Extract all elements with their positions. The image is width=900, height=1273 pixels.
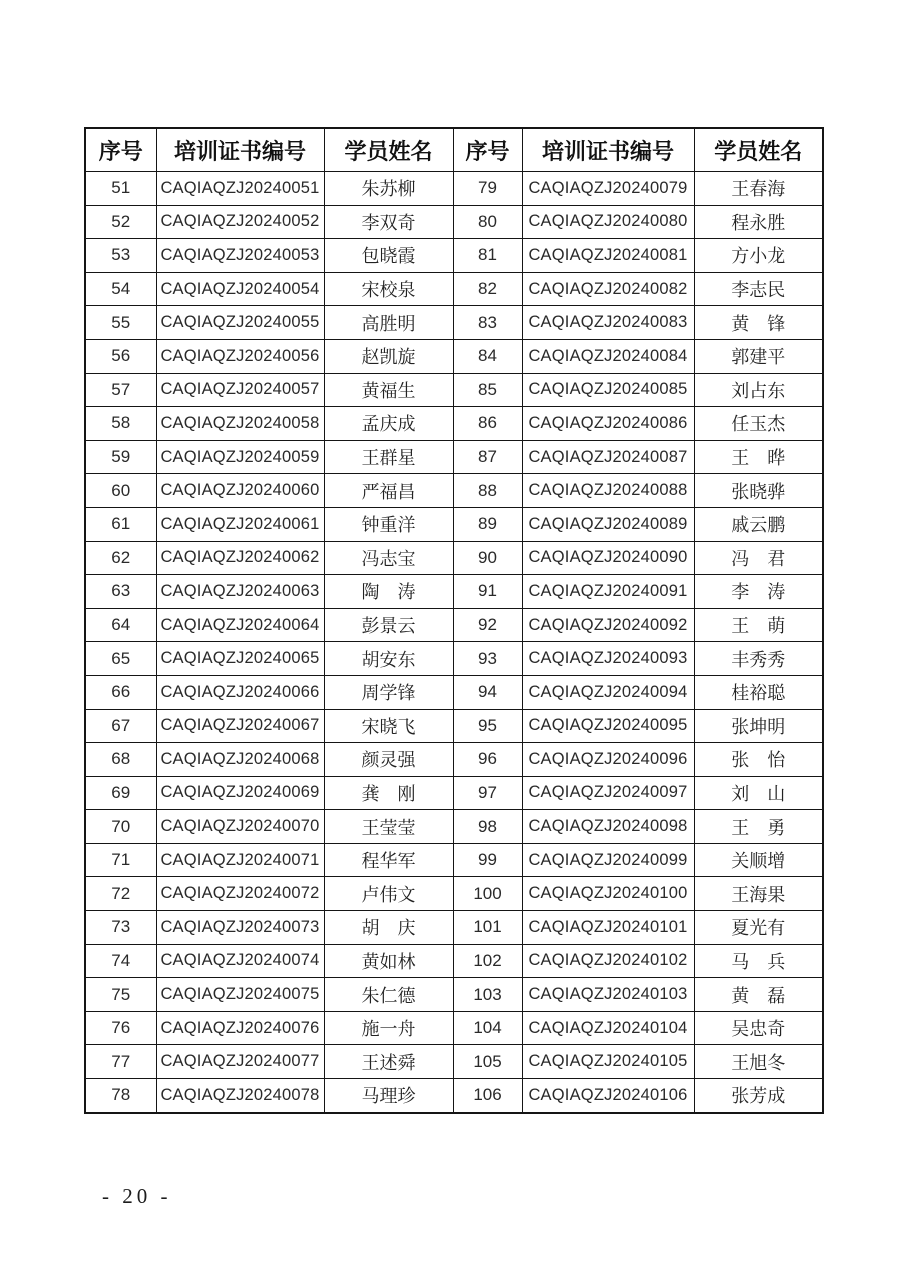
serial-number-cell: 51 bbox=[85, 172, 156, 206]
certificate-number-cell: CAQIAQZJ20240063 bbox=[156, 575, 324, 609]
page-number: - 20 - bbox=[102, 1184, 172, 1208]
serial-number-cell: 96 bbox=[453, 743, 522, 777]
serial-number-cell: 106 bbox=[453, 1079, 522, 1113]
table-row bbox=[85, 810, 823, 844]
table-row bbox=[85, 541, 823, 575]
certificate-number-cell: CAQIAQZJ20240096 bbox=[522, 743, 694, 777]
trainee-name-cell: 王群星 bbox=[324, 440, 453, 474]
table-row bbox=[85, 911, 823, 945]
serial-number-cell: 86 bbox=[453, 407, 522, 441]
trainee-name-cell: 李双奇 bbox=[324, 205, 453, 239]
trainee-name-cell: 龚 刚 bbox=[324, 776, 453, 810]
serial-number-cell: 81 bbox=[453, 239, 522, 273]
serial-number-cell: 52 bbox=[85, 205, 156, 239]
table-row bbox=[85, 1079, 823, 1113]
certificate-number-cell: CAQIAQZJ20240089 bbox=[522, 507, 694, 541]
serial-number-cell: 83 bbox=[453, 306, 522, 340]
trainee-name-cell: 孟庆成 bbox=[324, 407, 453, 441]
serial-number-cell: 78 bbox=[85, 1079, 156, 1113]
trainee-name-cell: 颜灵强 bbox=[324, 743, 453, 777]
table-row bbox=[85, 1011, 823, 1045]
certificate-number-cell: CAQIAQZJ20240071 bbox=[156, 843, 324, 877]
serial-number-cell: 61 bbox=[85, 507, 156, 541]
table-row bbox=[85, 743, 823, 777]
certificate-number-cell: CAQIAQZJ20240095 bbox=[522, 709, 694, 743]
certificate-number-cell: CAQIAQZJ20240065 bbox=[156, 642, 324, 676]
trainee-name-cell: 胡 庆 bbox=[324, 911, 453, 945]
header-cert-right: 培训证书编号 bbox=[522, 128, 694, 172]
serial-number-cell: 55 bbox=[85, 306, 156, 340]
serial-number-cell: 104 bbox=[453, 1011, 522, 1045]
trainee-name-cell: 冯志宝 bbox=[324, 541, 453, 575]
table-header-row bbox=[85, 128, 823, 172]
trainee-roster-table-wrap bbox=[84, 127, 824, 1114]
serial-number-cell: 94 bbox=[453, 675, 522, 709]
certificate-number-cell: CAQIAQZJ20240087 bbox=[522, 440, 694, 474]
certificate-number-cell: CAQIAQZJ20240091 bbox=[522, 575, 694, 609]
certificate-number-cell: CAQIAQZJ20240066 bbox=[156, 675, 324, 709]
trainee-name-cell: 王 晔 bbox=[694, 440, 823, 474]
trainee-name-cell: 王莹莹 bbox=[324, 810, 453, 844]
certificate-number-cell: CAQIAQZJ20240098 bbox=[522, 810, 694, 844]
trainee-name-cell: 黄 锋 bbox=[694, 306, 823, 340]
serial-number-cell: 95 bbox=[453, 709, 522, 743]
trainee-name-cell: 夏光有 bbox=[694, 911, 823, 945]
serial-number-cell: 101 bbox=[453, 911, 522, 945]
trainee-name-cell: 刘 山 bbox=[694, 776, 823, 810]
trainee-name-cell: 桂裕聪 bbox=[694, 675, 823, 709]
certificate-number-cell: CAQIAQZJ20240064 bbox=[156, 608, 324, 642]
trainee-name-cell: 程永胜 bbox=[694, 205, 823, 239]
serial-number-cell: 53 bbox=[85, 239, 156, 273]
trainee-name-cell: 王旭冬 bbox=[694, 1045, 823, 1079]
certificate-number-cell: CAQIAQZJ20240085 bbox=[522, 373, 694, 407]
certificate-number-cell: CAQIAQZJ20240059 bbox=[156, 440, 324, 474]
table-row bbox=[85, 978, 823, 1012]
serial-number-cell: 102 bbox=[453, 944, 522, 978]
certificate-number-cell: CAQIAQZJ20240051 bbox=[156, 172, 324, 206]
trainee-name-cell: 严福昌 bbox=[324, 474, 453, 508]
table-row bbox=[85, 877, 823, 911]
trainee-name-cell: 马理珍 bbox=[324, 1079, 453, 1113]
serial-number-cell: 89 bbox=[453, 507, 522, 541]
table-row bbox=[85, 675, 823, 709]
serial-number-cell: 66 bbox=[85, 675, 156, 709]
trainee-name-cell: 施一舟 bbox=[324, 1011, 453, 1045]
header-serial-right: 序号 bbox=[453, 128, 522, 172]
serial-number-cell: 97 bbox=[453, 776, 522, 810]
certificate-number-cell: CAQIAQZJ20240060 bbox=[156, 474, 324, 508]
certificate-number-cell: CAQIAQZJ20240056 bbox=[156, 339, 324, 373]
serial-number-cell: 80 bbox=[453, 205, 522, 239]
serial-number-cell: 73 bbox=[85, 911, 156, 945]
certificate-number-cell: CAQIAQZJ20240067 bbox=[156, 709, 324, 743]
serial-number-cell: 60 bbox=[85, 474, 156, 508]
serial-number-cell: 77 bbox=[85, 1045, 156, 1079]
table-row bbox=[85, 205, 823, 239]
trainee-name-cell: 戚云鹏 bbox=[694, 507, 823, 541]
certificate-number-cell: CAQIAQZJ20240090 bbox=[522, 541, 694, 575]
serial-number-cell: 70 bbox=[85, 810, 156, 844]
certificate-number-cell: CAQIAQZJ20240082 bbox=[522, 272, 694, 306]
serial-number-cell: 85 bbox=[453, 373, 522, 407]
trainee-name-cell: 高胜明 bbox=[324, 306, 453, 340]
certificate-number-cell: CAQIAQZJ20240083 bbox=[522, 306, 694, 340]
trainee-name-cell: 王述舜 bbox=[324, 1045, 453, 1079]
certificate-number-cell: CAQIAQZJ20240052 bbox=[156, 205, 324, 239]
trainee-name-cell: 张坤明 bbox=[694, 709, 823, 743]
certificate-number-cell: CAQIAQZJ20240053 bbox=[156, 239, 324, 273]
serial-number-cell: 103 bbox=[453, 978, 522, 1012]
trainee-name-cell: 宋晓飞 bbox=[324, 709, 453, 743]
trainee-name-cell: 朱仁德 bbox=[324, 978, 453, 1012]
serial-number-cell: 76 bbox=[85, 1011, 156, 1045]
certificate-number-cell: CAQIAQZJ20240103 bbox=[522, 978, 694, 1012]
table-row bbox=[85, 373, 823, 407]
certificate-number-cell: CAQIAQZJ20240105 bbox=[522, 1045, 694, 1079]
table-row bbox=[85, 575, 823, 609]
serial-number-cell: 56 bbox=[85, 339, 156, 373]
certificate-number-cell: CAQIAQZJ20240062 bbox=[156, 541, 324, 575]
serial-number-cell: 69 bbox=[85, 776, 156, 810]
table-row bbox=[85, 843, 823, 877]
header-name-left: 学员姓名 bbox=[324, 128, 453, 172]
serial-number-cell: 65 bbox=[85, 642, 156, 676]
trainee-name-cell: 赵凯旋 bbox=[324, 339, 453, 373]
certificate-number-cell: CAQIAQZJ20240078 bbox=[156, 1079, 324, 1113]
certificate-number-cell: CAQIAQZJ20240094 bbox=[522, 675, 694, 709]
serial-number-cell: 74 bbox=[85, 944, 156, 978]
trainee-name-cell: 吴忠奇 bbox=[694, 1011, 823, 1045]
header-serial-left: 序号 bbox=[85, 128, 156, 172]
serial-number-cell: 98 bbox=[453, 810, 522, 844]
table-row bbox=[85, 709, 823, 743]
serial-number-cell: 100 bbox=[453, 877, 522, 911]
certificate-number-cell: CAQIAQZJ20240075 bbox=[156, 978, 324, 1012]
trainee-name-cell: 黄如林 bbox=[324, 944, 453, 978]
table-row bbox=[85, 507, 823, 541]
table-body bbox=[85, 172, 823, 1113]
certificate-number-cell: CAQIAQZJ20240092 bbox=[522, 608, 694, 642]
trainee-name-cell: 宋校泉 bbox=[324, 272, 453, 306]
trainee-name-cell: 李志民 bbox=[694, 272, 823, 306]
table-row bbox=[85, 642, 823, 676]
trainee-name-cell: 方小龙 bbox=[694, 239, 823, 273]
trainee-name-cell: 任玉杰 bbox=[694, 407, 823, 441]
serial-number-cell: 54 bbox=[85, 272, 156, 306]
serial-number-cell: 75 bbox=[85, 978, 156, 1012]
serial-number-cell: 93 bbox=[453, 642, 522, 676]
table-row bbox=[85, 474, 823, 508]
trainee-name-cell: 周学锋 bbox=[324, 675, 453, 709]
certificate-number-cell: CAQIAQZJ20240101 bbox=[522, 911, 694, 945]
serial-number-cell: 62 bbox=[85, 541, 156, 575]
certificate-number-cell: CAQIAQZJ20240102 bbox=[522, 944, 694, 978]
trainee-roster-table bbox=[84, 127, 824, 1114]
trainee-name-cell: 张晓骅 bbox=[694, 474, 823, 508]
certificate-number-cell: CAQIAQZJ20240088 bbox=[522, 474, 694, 508]
trainee-name-cell: 王春海 bbox=[694, 172, 823, 206]
certificate-number-cell: CAQIAQZJ20240072 bbox=[156, 877, 324, 911]
serial-number-cell: 105 bbox=[453, 1045, 522, 1079]
serial-number-cell: 64 bbox=[85, 608, 156, 642]
serial-number-cell: 63 bbox=[85, 575, 156, 609]
serial-number-cell: 99 bbox=[453, 843, 522, 877]
trainee-name-cell: 陶 涛 bbox=[324, 575, 453, 609]
table-row bbox=[85, 306, 823, 340]
certificate-number-cell: CAQIAQZJ20240070 bbox=[156, 810, 324, 844]
trainee-name-cell: 黄 磊 bbox=[694, 978, 823, 1012]
trainee-name-cell: 刘占东 bbox=[694, 373, 823, 407]
certificate-number-cell: CAQIAQZJ20240074 bbox=[156, 944, 324, 978]
certificate-number-cell: CAQIAQZJ20240057 bbox=[156, 373, 324, 407]
trainee-name-cell: 冯 君 bbox=[694, 541, 823, 575]
table-row bbox=[85, 339, 823, 373]
serial-number-cell: 90 bbox=[453, 541, 522, 575]
trainee-name-cell: 王 勇 bbox=[694, 810, 823, 844]
certificate-number-cell: CAQIAQZJ20240099 bbox=[522, 843, 694, 877]
trainee-name-cell: 包晓霞 bbox=[324, 239, 453, 273]
certificate-number-cell: CAQIAQZJ20240081 bbox=[522, 239, 694, 273]
trainee-name-cell: 关顺增 bbox=[694, 843, 823, 877]
table-row bbox=[85, 239, 823, 273]
certificate-number-cell: CAQIAQZJ20240061 bbox=[156, 507, 324, 541]
serial-number-cell: 82 bbox=[453, 272, 522, 306]
certificate-number-cell: CAQIAQZJ20240076 bbox=[156, 1011, 324, 1045]
serial-number-cell: 67 bbox=[85, 709, 156, 743]
trainee-name-cell: 张 怡 bbox=[694, 743, 823, 777]
trainee-name-cell: 程华军 bbox=[324, 843, 453, 877]
certificate-number-cell: CAQIAQZJ20240068 bbox=[156, 743, 324, 777]
certificate-number-cell: CAQIAQZJ20240077 bbox=[156, 1045, 324, 1079]
serial-number-cell: 79 bbox=[453, 172, 522, 206]
serial-number-cell: 87 bbox=[453, 440, 522, 474]
serial-number-cell: 71 bbox=[85, 843, 156, 877]
certificate-number-cell: CAQIAQZJ20240080 bbox=[522, 205, 694, 239]
certificate-number-cell: CAQIAQZJ20240073 bbox=[156, 911, 324, 945]
trainee-name-cell: 李 涛 bbox=[694, 575, 823, 609]
header-name-right: 学员姓名 bbox=[694, 128, 823, 172]
trainee-name-cell: 钟重洋 bbox=[324, 507, 453, 541]
table-row bbox=[85, 172, 823, 206]
certificate-number-cell: CAQIAQZJ20240069 bbox=[156, 776, 324, 810]
trainee-name-cell: 张芳成 bbox=[694, 1079, 823, 1113]
certificate-number-cell: CAQIAQZJ20240058 bbox=[156, 407, 324, 441]
certificate-number-cell: CAQIAQZJ20240079 bbox=[522, 172, 694, 206]
table-row bbox=[85, 1045, 823, 1079]
table-row bbox=[85, 407, 823, 441]
trainee-name-cell: 王海果 bbox=[694, 877, 823, 911]
trainee-name-cell: 丰秀秀 bbox=[694, 642, 823, 676]
table-row bbox=[85, 944, 823, 978]
table-row bbox=[85, 776, 823, 810]
trainee-name-cell: 郭建平 bbox=[694, 339, 823, 373]
certificate-number-cell: CAQIAQZJ20240086 bbox=[522, 407, 694, 441]
header-cert-left: 培训证书编号 bbox=[156, 128, 324, 172]
certificate-number-cell: CAQIAQZJ20240084 bbox=[522, 339, 694, 373]
serial-number-cell: 92 bbox=[453, 608, 522, 642]
table-row bbox=[85, 272, 823, 306]
serial-number-cell: 58 bbox=[85, 407, 156, 441]
certificate-number-cell: CAQIAQZJ20240055 bbox=[156, 306, 324, 340]
serial-number-cell: 88 bbox=[453, 474, 522, 508]
serial-number-cell: 57 bbox=[85, 373, 156, 407]
serial-number-cell: 59 bbox=[85, 440, 156, 474]
serial-number-cell: 84 bbox=[453, 339, 522, 373]
trainee-name-cell: 卢伟文 bbox=[324, 877, 453, 911]
trainee-name-cell: 王 萌 bbox=[694, 608, 823, 642]
trainee-name-cell: 彭景云 bbox=[324, 608, 453, 642]
certificate-number-cell: CAQIAQZJ20240100 bbox=[522, 877, 694, 911]
certificate-number-cell: CAQIAQZJ20240054 bbox=[156, 272, 324, 306]
trainee-name-cell: 黄福生 bbox=[324, 373, 453, 407]
trainee-name-cell: 胡安东 bbox=[324, 642, 453, 676]
serial-number-cell: 68 bbox=[85, 743, 156, 777]
table-row bbox=[85, 608, 823, 642]
certificate-number-cell: CAQIAQZJ20240097 bbox=[522, 776, 694, 810]
certificate-number-cell: CAQIAQZJ20240106 bbox=[522, 1079, 694, 1113]
certificate-number-cell: CAQIAQZJ20240093 bbox=[522, 642, 694, 676]
serial-number-cell: 91 bbox=[453, 575, 522, 609]
table-row bbox=[85, 440, 823, 474]
serial-number-cell: 72 bbox=[85, 877, 156, 911]
certificate-number-cell: CAQIAQZJ20240104 bbox=[522, 1011, 694, 1045]
trainee-name-cell: 朱苏柳 bbox=[324, 172, 453, 206]
trainee-name-cell: 马 兵 bbox=[694, 944, 823, 978]
